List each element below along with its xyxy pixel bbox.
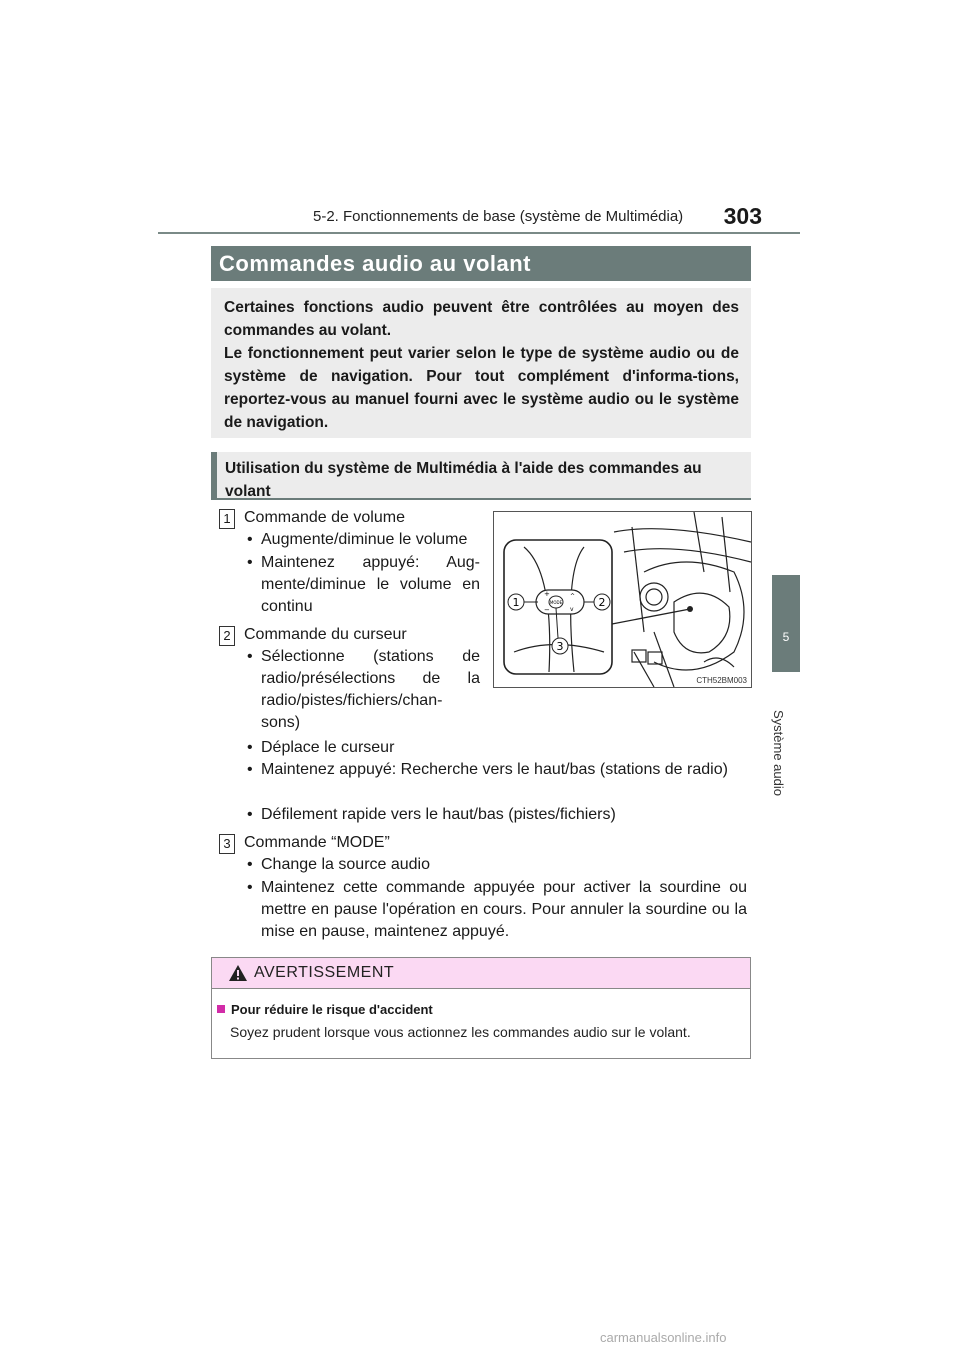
steering-wheel-illustration <box>493 511 752 688</box>
subheading: Utilisation du système de Multimédia à l'aide des commandes au volant <box>225 460 702 500</box>
svg-text:+: + <box>544 590 550 598</box>
callout-2-label: 2 <box>598 596 606 609</box>
callout-1-label: 1 <box>512 596 520 609</box>
svg-text:−: − <box>544 606 550 614</box>
item-number-2: 2 <box>219 626 235 646</box>
svg-text:^: ^ <box>570 593 576 600</box>
item-3-bullet-2: • Maintenez cette commande appuyée pour activer la sourdine ou mettre en pause l'opération en cours. Pour annuler la sourdine ou la mise en pause, maintenez appuyé. <box>261 877 747 943</box>
item-title-2: Commande du curseur <box>244 626 407 643</box>
page-number: 303 <box>723 203 762 229</box>
item-1-bullet-1: • Augmente/diminue le volume <box>261 529 481 551</box>
chapter-tab <box>772 575 800 672</box>
warning-triangle-icon <box>228 964 248 982</box>
callout-3-label: 3 <box>556 640 564 653</box>
section-title-bar <box>211 246 751 281</box>
warning-subheading <box>217 1002 433 1017</box>
mode-button-label: MODE <box>549 600 563 605</box>
item-3-bullet-1: • Change la source audio <box>261 854 747 876</box>
intro-paragraph-2: Le fonctionnement peut varier selon le type de système audio ou de système de navigation. Pour tout complément d'informa-tions, reportez-vous au manuel fourni avec le système audio ou le système de navigation. <box>224 345 739 431</box>
section-title: Commandes audio au volant <box>219 251 531 276</box>
item-number-1: 1 <box>219 509 235 529</box>
svg-text:v: v <box>570 606 574 613</box>
item-2-bullet-3: • Maintenez appuyé: Recherche vers le haut/bas (stations de radio) <box>261 759 747 781</box>
item-2-bullet-4: • Défilement rapide vers le haut/bas (pistes/fichiers) <box>261 804 747 826</box>
figure-code: CTH52BM003 <box>696 676 747 685</box>
item-number-3: 3 <box>219 834 235 854</box>
item-2-bullet-2: • Déplace le curseur <box>261 737 747 759</box>
warning-label: AVERTISSEMENT <box>254 964 395 981</box>
warning-subheading-text: Pour réduire le risque d'accident <box>231 1002 433 1017</box>
item-title-1: Commande de volume <box>244 509 405 526</box>
item-title-3: Commande “MODE” <box>244 834 390 851</box>
item-1-bullet-2: • Maintenez appuyé: Aug-mente/diminue le volume en continu <box>261 552 480 618</box>
intro-paragraph-1: Certaines fonctions audio peuvent être contrôlées au moyen des commandes au volant. <box>224 299 739 339</box>
running-header: 5-2. Fonctionnements de base (système de Multimédia) <box>313 208 684 225</box>
square-bullet-icon <box>217 1005 225 1013</box>
header-rule <box>158 232 800 234</box>
steering-wheel-drawing <box>494 512 751 687</box>
intro-box <box>211 288 751 438</box>
chapter-tab-label: Système audio <box>771 710 786 796</box>
subheading-bar <box>211 452 751 500</box>
chapter-tab-number: 5 <box>782 630 790 644</box>
warning-text: Soyez prudent lorsque vous actionnez les commandes audio sur le volant. <box>230 1024 691 1040</box>
item-2-bullet-1: • Sélectionne (stations de radio/présélections de la radio/pistes/fichiers/chan-sons) <box>261 646 480 734</box>
warning-header <box>212 958 750 989</box>
warning-box <box>211 957 751 1059</box>
footer-watermark: carmanualsonline.info <box>600 1330 727 1345</box>
